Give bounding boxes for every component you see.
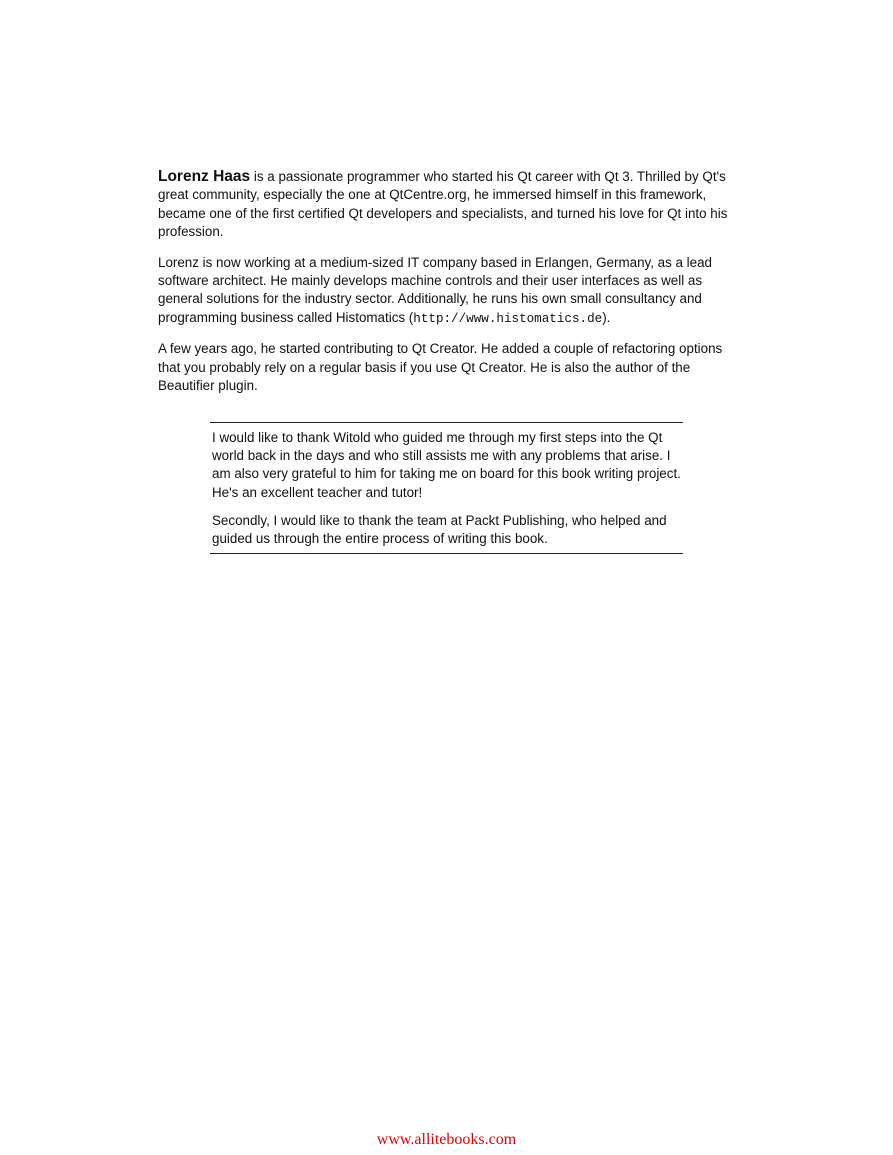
bio-work-text-end: ). bbox=[602, 309, 611, 325]
author-bio bbox=[158, 168, 730, 407]
footer-website-link[interactable]: www.allitebooks.com bbox=[376, 1131, 517, 1148]
bio-paragraph-contributions: A few years ago, he started contributing to Qt Creator. He added a couple of refactoring options that you probably rely on a regular basis if you use Qt Creator. He is also the author of the Beautifier plugin. bbox=[158, 341, 723, 394]
bio-intro-text: is a passionate programmer who started his Qt career with Qt 3. Thrilled by Qt's great community, especially the one at QtCentre.org, he immersed himself in this framework, became one of the first certified Qt developers and specialists, and turned his love for Qt into his profession. bbox=[158, 169, 728, 240]
bio-paragraph-intro bbox=[158, 168, 730, 242]
histomatics-url[interactable]: http://www.histomatics.de bbox=[413, 311, 603, 326]
bio-work-text: Lorenz is now working at a medium-sized IT company based in Erlangen, Germany, as a lead software architect. He mainly develops machine controls and their user interfaces as well as general solutions for the industry sector. Additionally, he runs his own small consultancy and programming business called Histomatics ( bbox=[158, 254, 713, 325]
author-name: Lorenz Haas bbox=[158, 168, 251, 185]
bio-paragraph-work bbox=[158, 254, 730, 329]
acknowledgement-paragraph-witold: I would like to thank Witold who guided me through my first steps into the Qt world back in the days and who still assists me with any problems that arise. I am also very grateful to him for taking me on board for this book writing project. He's an excellent teacher and tutor! bbox=[212, 430, 681, 500]
acknowledgement-paragraph-packt: Secondly, I would like to thank the team at Packt Publishing, who helped and guided us through the entire process of writing this book. bbox=[212, 512, 667, 547]
acknowledgement-box bbox=[210, 422, 683, 554]
